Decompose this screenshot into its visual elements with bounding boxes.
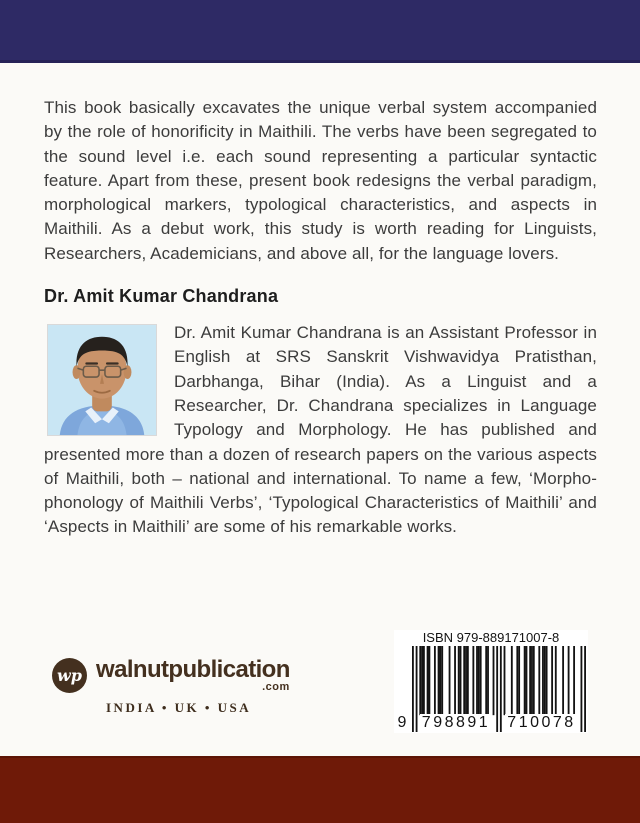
book-synopsis: This book basically excavates the unique verbal system accompanied by the role of honorificity in Maithili. The verbs have been segregated to the sound level i.e. each sound representing a particular syntactic feature. Apart from these, present book redesigns the verbal paradigm, morphological markers, typological characteristics, and aspects in Maithili. As a debut work, this study is worth reading for Linguists, Researchers, Academicians, and above all, for the language lovers.	[44, 98, 597, 263]
top-color-band	[0, 0, 640, 63]
author-bio-section	[44, 321, 597, 540]
publisher-countries: INDIA • UK • USA	[106, 700, 252, 715]
barcode-digit-left: 9	[395, 714, 409, 732]
publisher-name: walnutpublication	[96, 655, 290, 683]
author-photo	[47, 324, 157, 436]
barcode-digits-group2: 710078	[505, 714, 578, 732]
isbn-label: ISBN 979-889171007-8	[422, 630, 560, 645]
isbn-barcode-block	[394, 630, 588, 733]
publisher-logo-block	[52, 655, 302, 716]
bottom-color-band	[0, 756, 640, 823]
barcode-digits-group1: 798891	[421, 714, 491, 731]
publisher-monogram-icon: wp	[52, 658, 87, 693]
author-name-heading: Dr. Amit Kumar Chandrana	[44, 286, 279, 307]
cover-body	[44, 63, 597, 540]
author-bio-text: Dr. Amit Kumar Chandrana is an Assistant Professor in English at SRS Sanskrit Vishwavidya Pratisthan, Darbhanga, Bihar (India). As a Linguist and a Researcher, Dr. Chandrana specializes in Language Typology and Morphology. He has published and presented more than a dozen of research papers on the various aspects of Maithili, both – national and international. To name a few, ‘Morpho-phonology of Maithili Verbs’, ‘Typological Characteristics of Maithili’ and ‘Aspects in Maithili’ are some of his remarkable works.	[44, 323, 597, 537]
publisher-domain-suffix: .com	[262, 680, 290, 693]
